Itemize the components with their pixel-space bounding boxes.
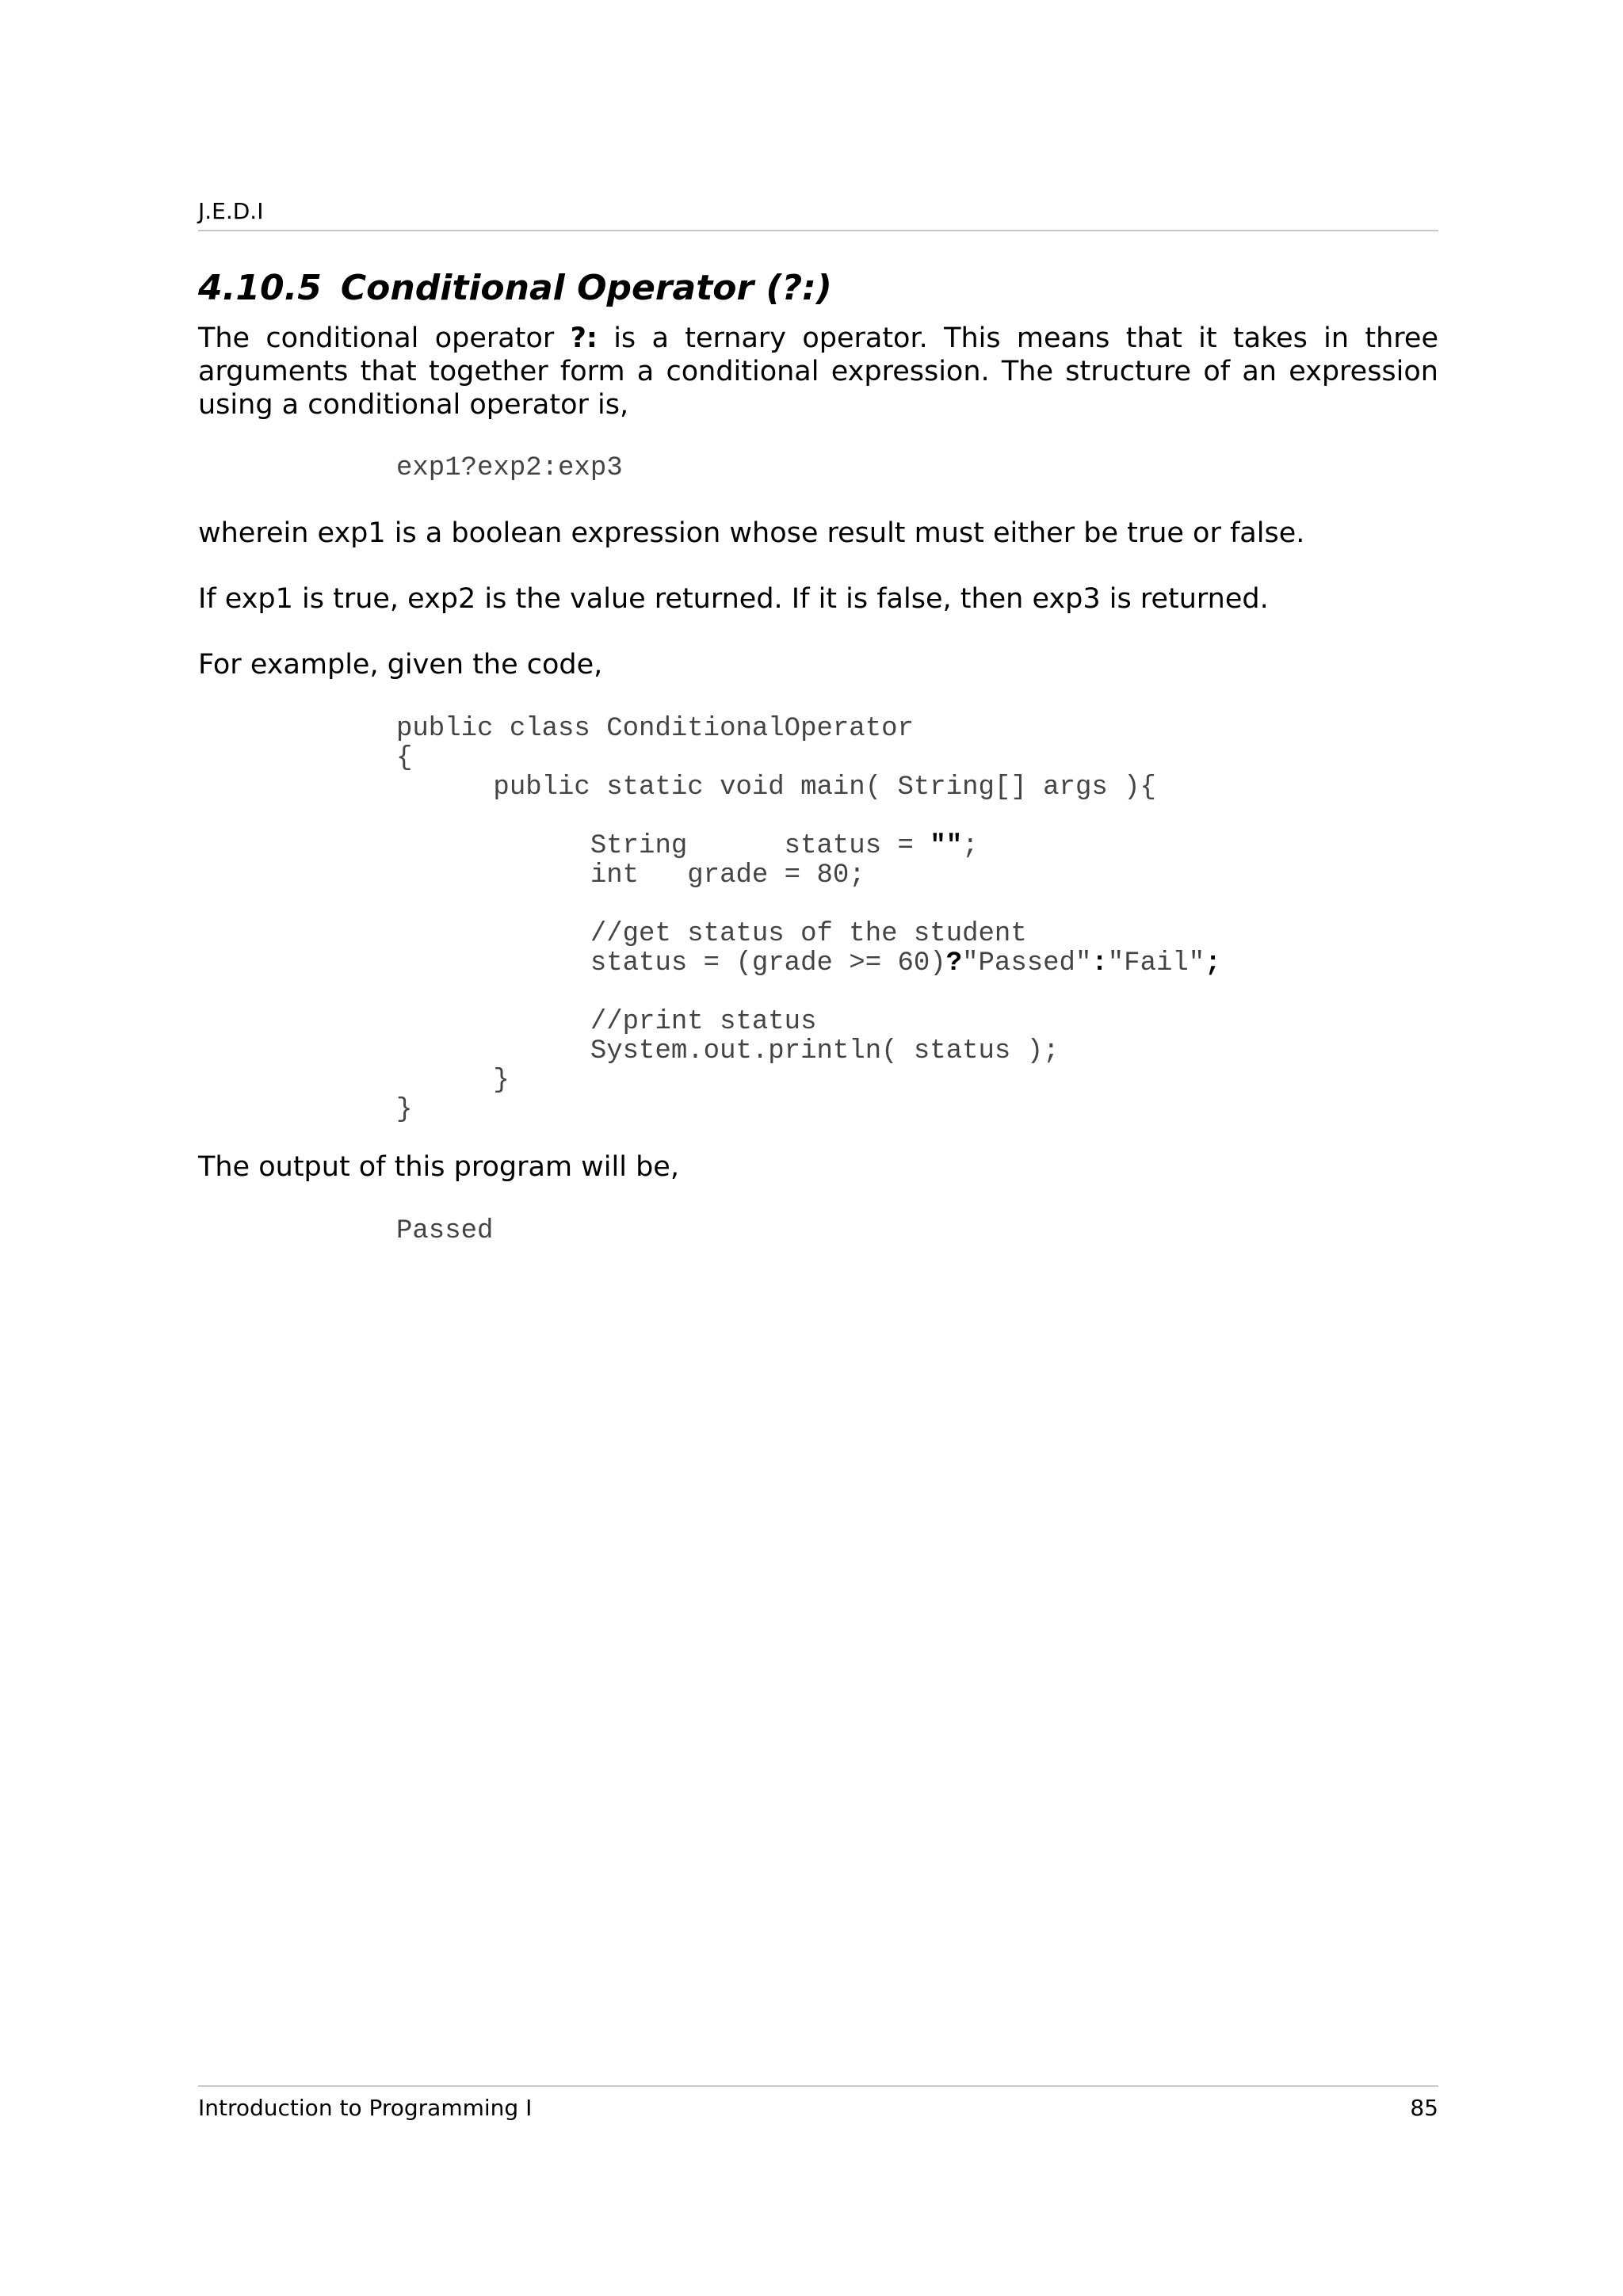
intro-text-before: The conditional operator (198, 322, 571, 354)
operator-symbol: ?: (570, 322, 598, 354)
code-line: } (396, 1095, 413, 1125)
intro-text-after: is a ternary operator. This means that it takes in three arguments that together form a conditional expression. The structure of an expression using a conditional operator is, (198, 322, 1438, 421)
code-line: //print status (396, 1007, 817, 1037)
code-block (396, 715, 1221, 1125)
section-title: Conditional Operator (?:) (340, 268, 832, 308)
output-code: Passed (396, 1216, 494, 1246)
section-number: 4.10.5 (198, 268, 322, 308)
code-line: System.out.println( status ); (396, 1036, 1060, 1066)
example-paragraph: For example, given the code, (198, 649, 603, 681)
code-line: status = (grade >= 60)?"Passed":"Fail"; (396, 948, 1221, 978)
code-line: String status = ""; (396, 831, 979, 861)
code-line: } (396, 1066, 510, 1096)
intro-paragraph (198, 322, 1438, 421)
code-line: public static void main( String[] args ){ (396, 772, 1156, 803)
if-true-paragraph: If exp1 is true, exp2 is the value returned. If it is false, then exp3 is returned. (198, 583, 1269, 615)
section-heading (198, 266, 832, 311)
page-number: 85 (1410, 2095, 1438, 2121)
syntax-code: exp1?exp2:exp3 (396, 453, 623, 483)
header-title: J.E.D.I (198, 198, 264, 224)
page-footer (198, 2085, 1438, 2122)
code-line: { (396, 743, 413, 773)
code-line: int grade = 80; (396, 860, 865, 891)
footer-title: Introduction to Programming I (198, 2095, 533, 2121)
code-line: public class ConditionalOperator (396, 714, 914, 744)
wherein-paragraph: wherein exp1 is a boolean expression whose result must either be true or false. (198, 517, 1305, 549)
page-header (198, 198, 1438, 231)
code-line: //get status of the student (396, 919, 1027, 949)
output-intro-paragraph: The output of this program will be, (198, 1151, 679, 1183)
